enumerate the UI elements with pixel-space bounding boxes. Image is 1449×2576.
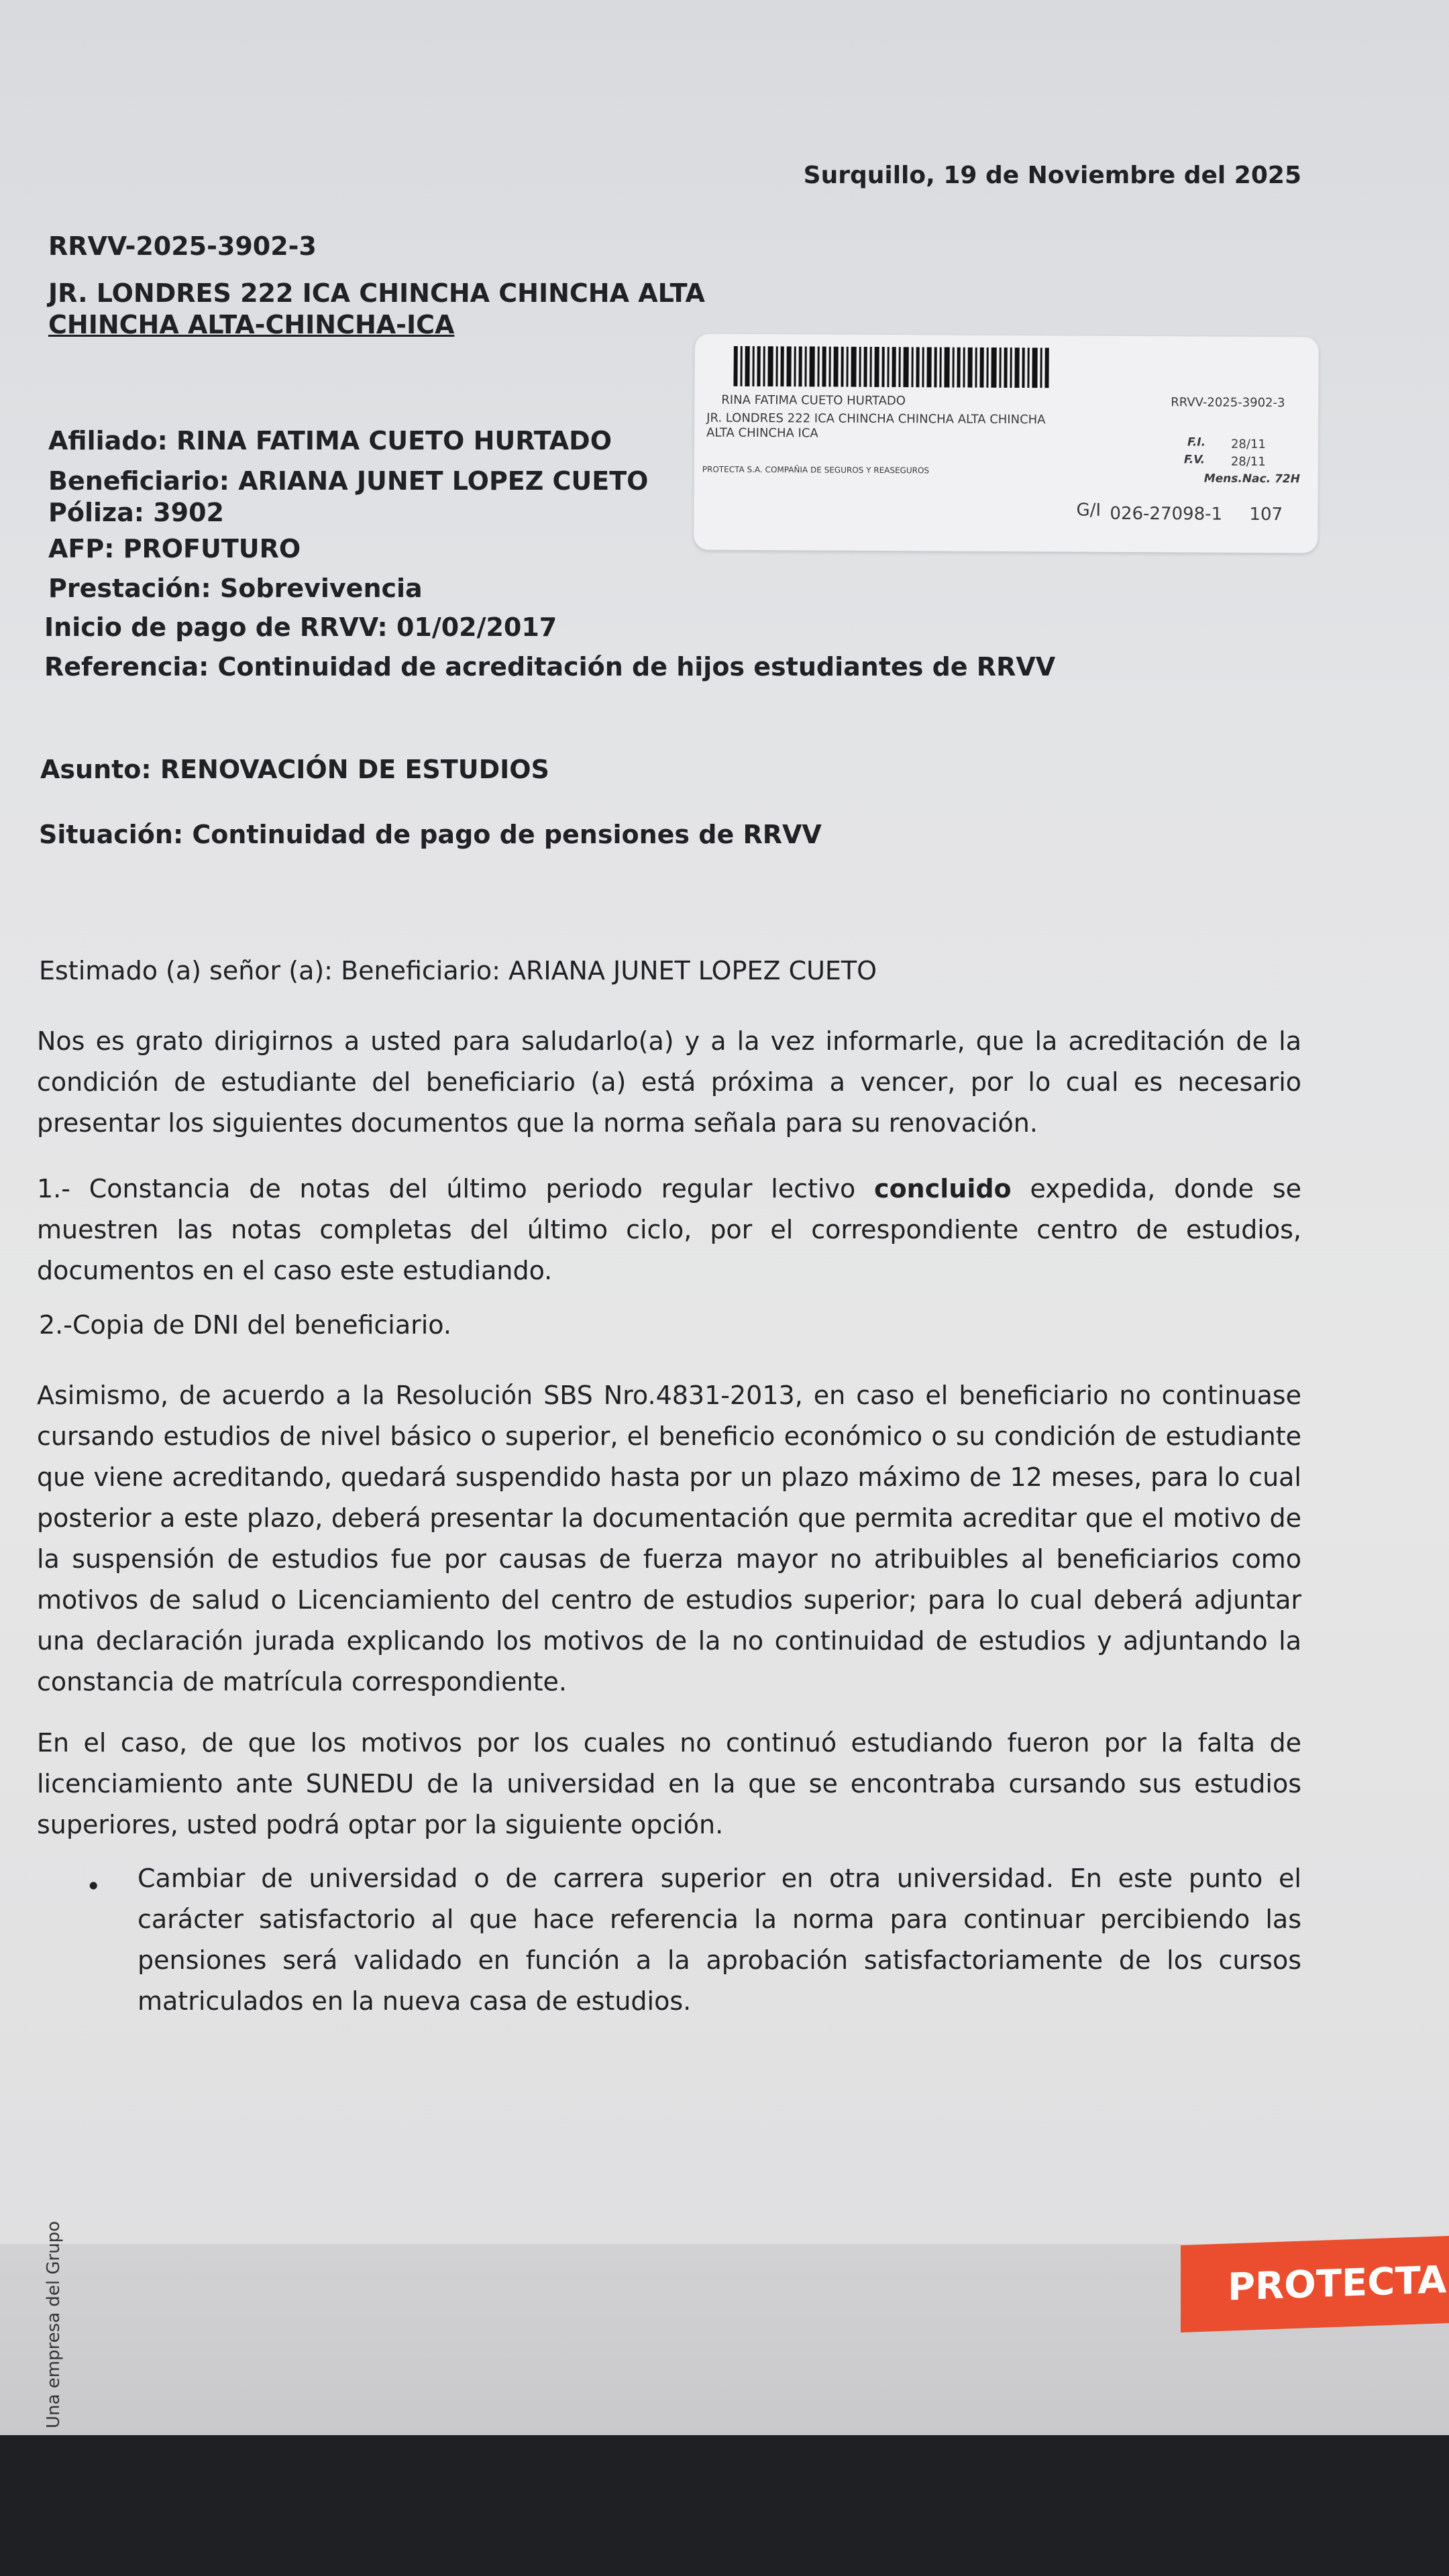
item-2: 2.-Copia de DNI del beneficiario. (39, 1310, 451, 1340)
address-line-2: CHINCHA ALTA-CHINCHA-ICA (48, 310, 455, 339)
reference-code: RRVV-2025-3902-3 (48, 231, 317, 261)
bullet-item: Cambiar de universidad o de carrera superior en otra universidad. En este punto el carácter satisfactorio al que hace referencia la norma para continuar percibiendo las pensiones será validado en función a la aprobación satisfactoriamente de los cursos matriculados en la nueva casa de estudios. (138, 1864, 1301, 2016)
inicio-pago: Inicio de pago de RRVV: 01/02/2017 (44, 612, 557, 642)
greeting: Estimado (a) señor (a): Beneficiario: ARIANA JUNET LOPEZ CUETO (39, 956, 877, 985)
label-guide-label: G/I (1076, 500, 1102, 521)
item-1 (37, 1169, 1301, 1291)
item-1-bold: concluido (874, 1174, 1012, 1203)
label-fi-label: F.I. (1187, 435, 1206, 449)
item-1-text-b: expedida, donde se muestren las notas completas del último ciclo, por el correspondiente centro de estudios, documentos en el caso este estudiando. (37, 1174, 1302, 1285)
brand-logo (1181, 2236, 1449, 2332)
label-company: PROTECTA S.A. COMPAÑIA DE SEGUROS Y REASEGUROS (702, 464, 930, 476)
barcode-icon (733, 346, 1055, 388)
place-date: Surquillo, 19 de Noviembre del 2025 (803, 162, 1301, 189)
label-name: RINA FATIMA CUETO HURTADO (721, 392, 906, 409)
label-guide-suffix: 107 (1249, 504, 1283, 525)
paragraph-1: Nos es grato dirigirnos a usted para saludarlo(a) y a la vez informarle, que la acreditación de la condición de estudiante del beneficiario (a) está próxima a vencer, por lo cual es necesario presentar los siguientes documentos que la norma señala para su renovación. (37, 1026, 1301, 1138)
referencia: Referencia: Continuidad de acreditación de hijos estudiantes de RRVV (44, 652, 1056, 682)
address-line-1: JR. LONDRES 222 ICA CHINCHA CHINCHA ALTA (48, 278, 705, 308)
group-text: Una empresa del Grupo (44, 2220, 64, 2428)
afp: AFP: PROFUTURO (48, 534, 301, 564)
label-code: RRVV-2025-3902-3 (1171, 395, 1285, 411)
beneficiario: Beneficiario: ARIANA JUNET LOPEZ CUETO (48, 466, 649, 496)
shipping-label (694, 334, 1319, 553)
item-1-text-a: 1.- Constancia de notas del último periodo regular lectivo (37, 1174, 875, 1203)
label-address-2: ALTA CHINCHA ICA (706, 425, 818, 441)
situacion: Situación: Continuidad de pago de pensiones de RRVV (39, 820, 822, 849)
prestacion: Prestación: Sobrevivencia (48, 574, 423, 603)
label-fi-value: 28/11 (1230, 437, 1266, 452)
asunto: Asunto: RENOVACIÓN DE ESTUDIOS (40, 755, 549, 784)
label-fv-value: 28/11 (1230, 454, 1266, 470)
label-address-1: JR. LONDRES 222 ICA CHINCHA CHINCHA ALTA CHINCHA (706, 411, 1046, 427)
paragraph-3: En el caso, de que los motivos por los cuales no continuó estudiando fueron por la falta de licenciamiento ante SUNEDU de la universidad en la que se encontraba cursando sus estudios superiores, usted podrá optar por la siguiente opción. (37, 1728, 1301, 1839)
brand-name: PROTECTA (1228, 2257, 1447, 2310)
paragraph-2: Asimismo, de acuerdo a la Resolución SBS Nro.4831-2013, en caso el beneficiario no continuase cursando estudios de nivel básico o superior, el beneficio económico o su condición de estudiante que viene acreditando, quedará suspendido hasta por un plazo máximo de 12 meses, para lo cual posterior a este plazo, deberá presentar la documentación que permita acreditar que el motivo de la suspensión de estudios fue por causas de fuerza mayor no atribuibles al beneficiarios como motivos de salud o Licenciamiento del centro de estudios superior; para lo cual deberá adjuntar una declaración jurada explicando los motivos de la no continuidad de estudios y adjuntando la constancia de matrícula correspondiente. (37, 1381, 1301, 1697)
bullet-icon: • (86, 1872, 101, 1901)
poliza: Póliza: 3902 (48, 498, 224, 527)
label-service: Mens.Nac. 72H (1203, 472, 1300, 486)
label-fv-label: F.V. (1183, 453, 1205, 467)
label-guide-number: 026-27098-1 (1110, 503, 1223, 525)
afiliado: Afiliado: RINA FATIMA CUETO HURTADO (48, 426, 612, 455)
